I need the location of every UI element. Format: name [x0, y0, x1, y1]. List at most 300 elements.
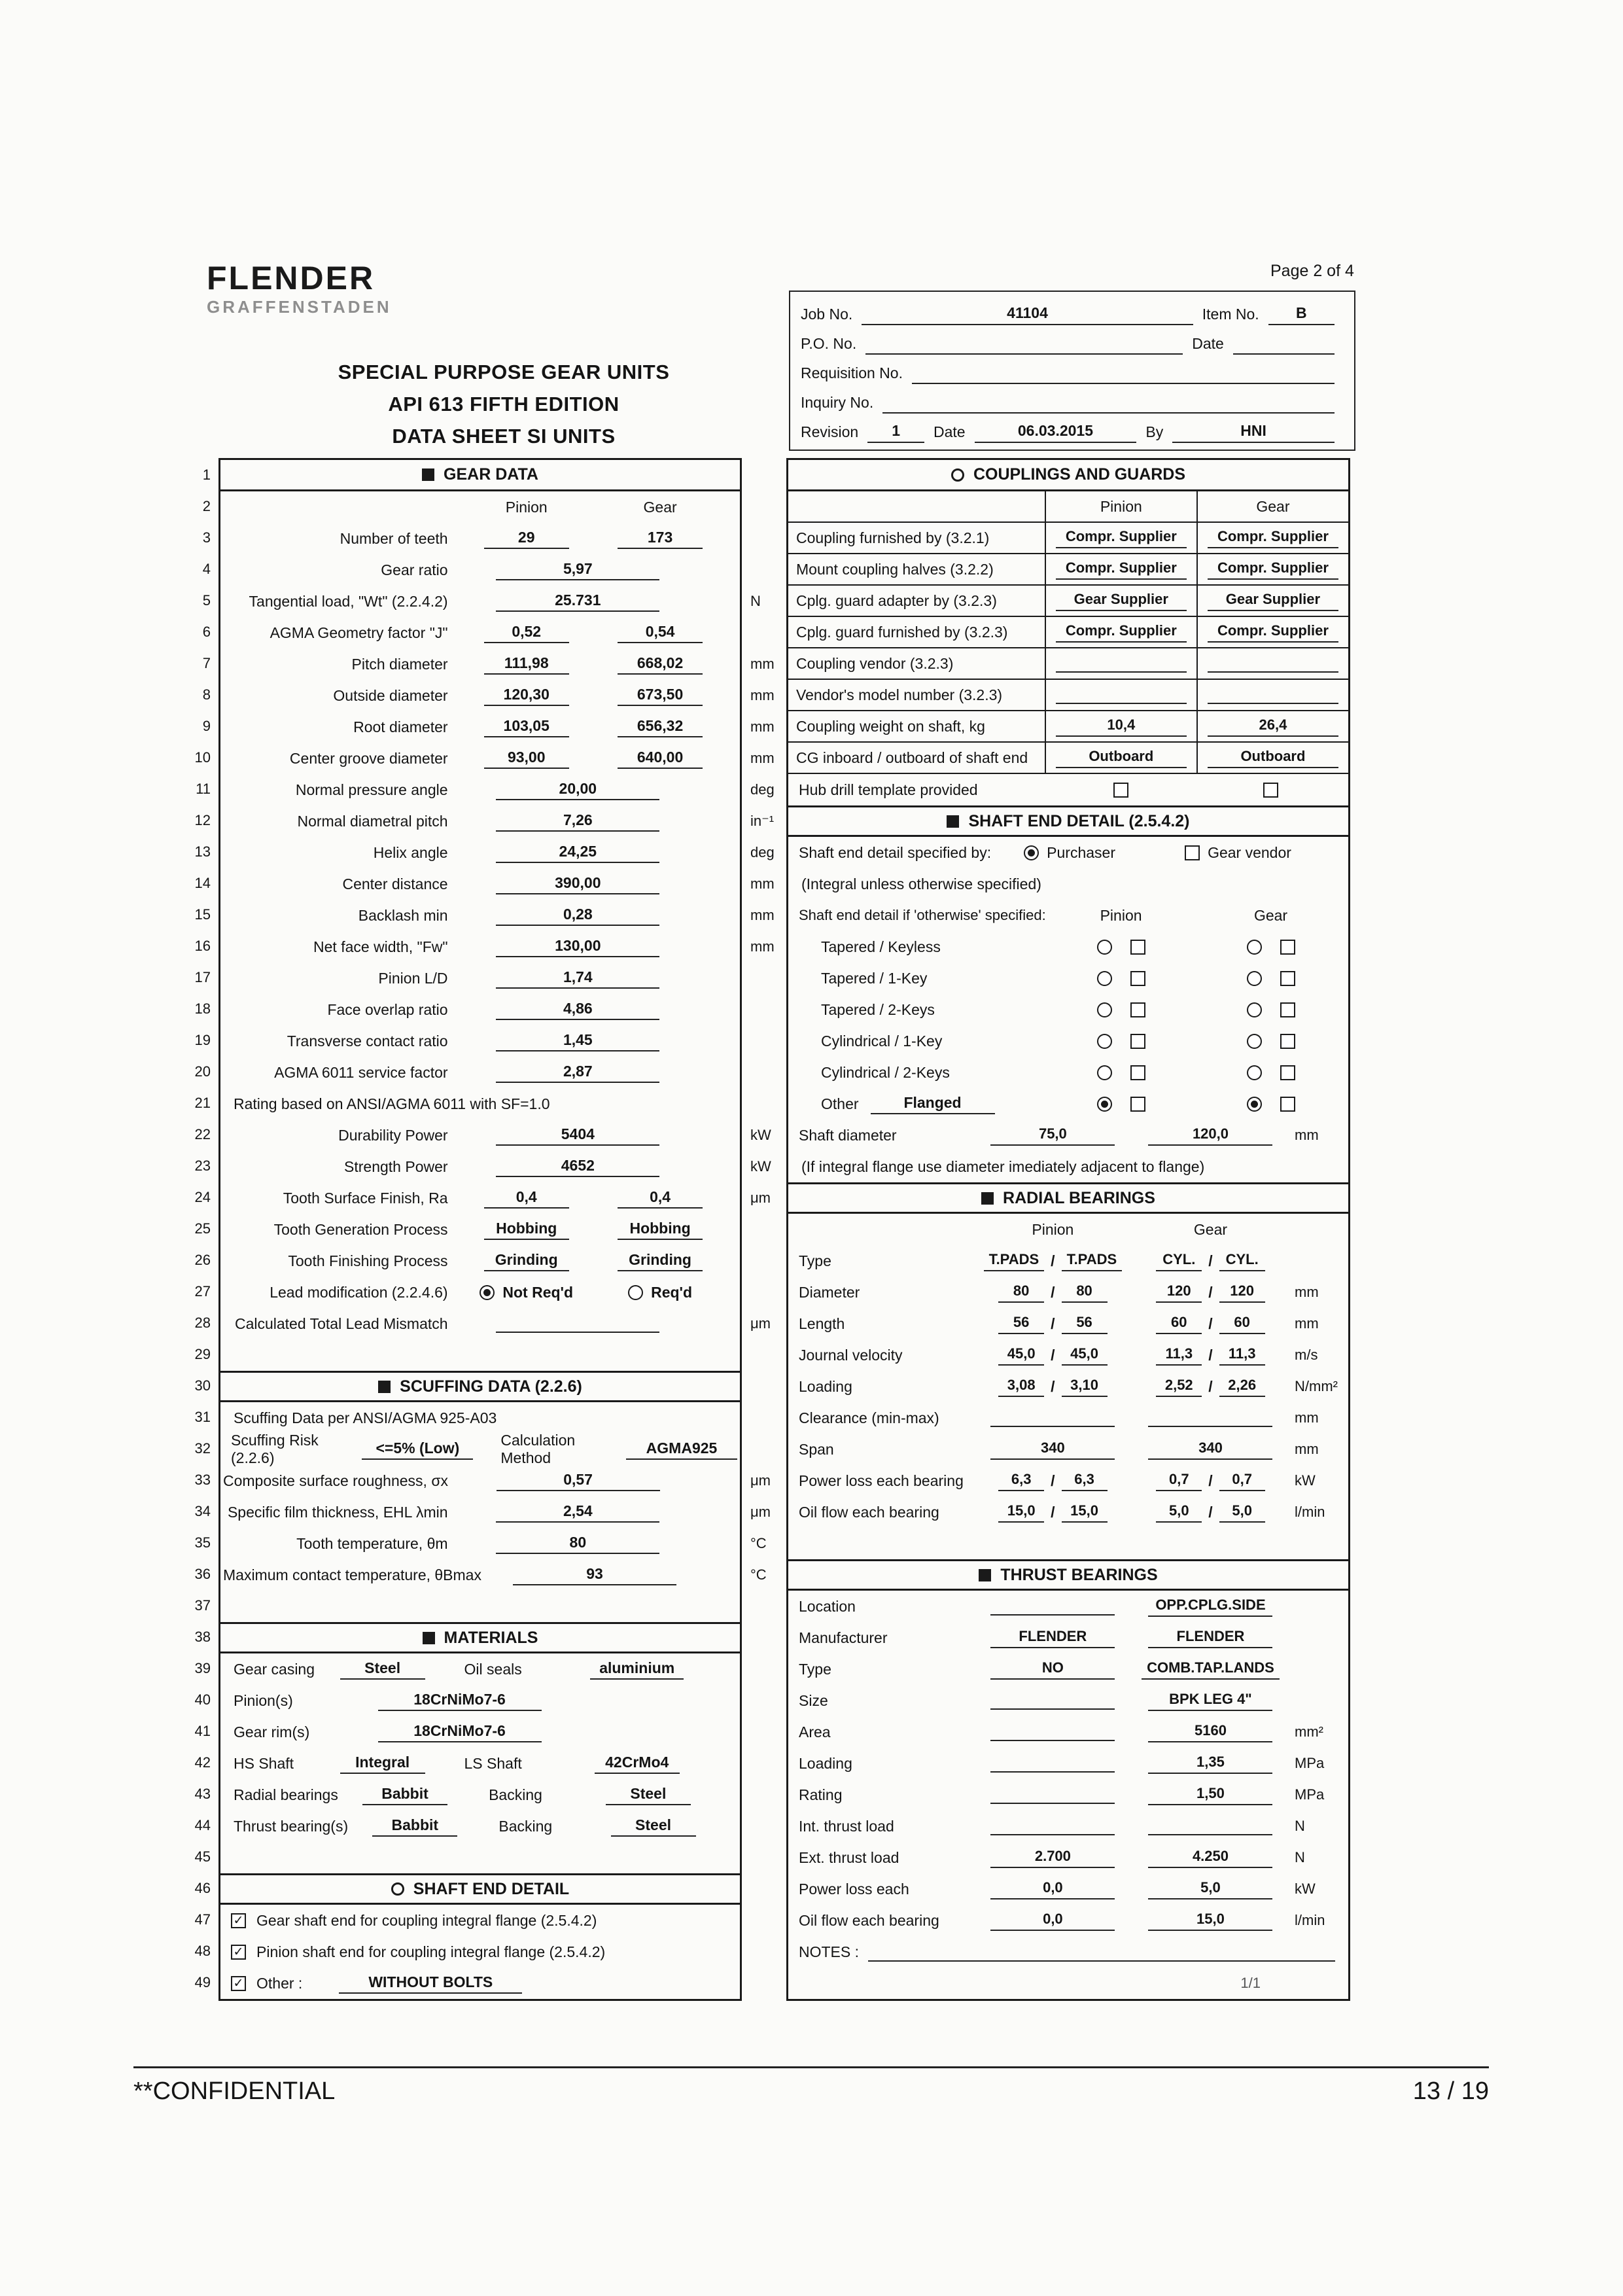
field-label: Pitch diameter [351, 655, 448, 673]
field-label: Length [799, 1315, 845, 1332]
left-row [220, 1088, 740, 1120]
column-header-gear: Gear [1256, 497, 1290, 515]
option-label: Not Req'd [502, 1283, 574, 1301]
field-value: 0,57 [497, 1471, 660, 1491]
left-row [220, 1245, 740, 1277]
pinion-options [1046, 1002, 1196, 1017]
value-cell [1046, 783, 1196, 798]
left-row [220, 491, 740, 523]
value-cell [974, 1817, 1132, 1835]
gear-options [1196, 1002, 1346, 1017]
field-label: AGMA Geometry factor "J" [270, 624, 448, 641]
field-label: Normal diametral pitch [297, 812, 448, 830]
field-label: Center groove diameter [289, 749, 448, 767]
field-value: 4652 [496, 1157, 659, 1177]
radio-icon [1097, 971, 1112, 986]
right-row [788, 1371, 1348, 1402]
radio-icon [1247, 971, 1262, 986]
field-value: NO [990, 1659, 1115, 1680]
value-cell [460, 1502, 697, 1523]
field-label: Vendor's model number (3.2.3) [788, 680, 1046, 710]
field-value: Integral [340, 1754, 425, 1774]
column-header-gear: Gear [643, 498, 677, 516]
field-value: Babbit [372, 1816, 457, 1837]
unit-label: l/min [1295, 1504, 1325, 1520]
row-number: 29 [194, 1346, 211, 1362]
field-label: Requisition No. [801, 364, 903, 381]
field-value: 0,7 [1156, 1471, 1202, 1491]
field-value: 173 [618, 529, 703, 549]
row-number: 1 [202, 467, 211, 483]
unit-label: mm [1295, 1284, 1319, 1300]
value-cell [460, 780, 697, 800]
field-label: CG inboard / outboard of shaft end [788, 743, 1046, 773]
option-label: Req'd [651, 1283, 693, 1301]
checkbox-icon [1280, 940, 1295, 955]
value-cell [536, 1659, 737, 1680]
unit-label: mm [750, 656, 775, 672]
field-label: HS Shaft [234, 1754, 294, 1772]
right-row [788, 523, 1348, 554]
note-text: (Integral unless otherwise specified) [801, 875, 1041, 892]
field-value: T.PADS [984, 1251, 1045, 1271]
unit-label: mm [750, 938, 775, 955]
value-cell [460, 1220, 593, 1240]
left-row [220, 1528, 767, 1559]
right-row [788, 1214, 1348, 1245]
right-row [788, 586, 1348, 617]
unit-label: N [1295, 1849, 1305, 1865]
left-row [220, 1559, 767, 1591]
radio-icon [1097, 1065, 1112, 1080]
value-cell [974, 1754, 1132, 1773]
field-value: Outboard [1208, 748, 1338, 768]
field-label: Coupling furnished by (3.2.1) [788, 523, 1046, 553]
spacer [788, 491, 1046, 521]
value-cell [593, 717, 727, 737]
row-number: 28 [194, 1315, 211, 1331]
column-header-pinion: Pinion [1100, 906, 1142, 924]
left-row [220, 963, 740, 994]
field-value: 24,25 [496, 843, 659, 863]
left-row [220, 1465, 771, 1496]
field-label: Lead modification (2.2.4.6) [270, 1283, 448, 1301]
right-row [788, 1653, 1348, 1685]
slash-separator: / [1208, 1283, 1213, 1301]
field-value [1208, 686, 1338, 704]
field-value: 2.700 [990, 1848, 1115, 1868]
field-value: 656,32 [618, 717, 703, 737]
checkbox-checked-icon: ✓ [231, 1913, 246, 1928]
row-number: 19 [194, 1032, 211, 1048]
filled-square-icon [423, 1632, 435, 1644]
unit-label: mm [1295, 1409, 1319, 1426]
radio-icon [1247, 1065, 1262, 1080]
note-text: (If integral flange use diameter imediately adjacent to flange) [801, 1157, 1205, 1175]
unit-label: MPa [1295, 1755, 1325, 1771]
value-cell [974, 1125, 1132, 1146]
checkbox-label: Pinion shaft end for coupling integral flange (2.5.4.2) [256, 1943, 606, 1960]
field-value: 3,08 [998, 1377, 1044, 1397]
row-number: 23 [194, 1157, 211, 1174]
field-value: 25.731 [496, 592, 659, 612]
value-cell [1198, 523, 1348, 553]
field-value: 80 [1062, 1282, 1108, 1303]
field-value: 7,26 [496, 811, 659, 832]
value-cell [315, 1691, 603, 1711]
title-line-1: SPECIAL PURPOSE GEAR UNITS [338, 361, 670, 383]
field-value: 4,86 [496, 1000, 659, 1020]
right-row [788, 1339, 1348, 1371]
checkbox-checked-icon: ✓ [231, 1945, 246, 1960]
row-number: 7 [202, 655, 211, 671]
unit-label: mm [750, 875, 775, 892]
field-label: Type [799, 1252, 831, 1269]
value-cell [315, 1659, 449, 1680]
section-header [220, 1873, 740, 1905]
field-value [912, 381, 1335, 384]
option-label: Gear vendor [1208, 843, 1291, 861]
row-number: 32 [194, 1440, 211, 1457]
field-label: AGMA 6011 service factor [274, 1063, 448, 1081]
field-label: Specific film thickness, EHL λmin [227, 1503, 448, 1521]
field-label: Span [799, 1440, 834, 1458]
field-value: CYL. [1156, 1251, 1202, 1271]
left-row [220, 994, 740, 1025]
checkbox-icon [1280, 1097, 1295, 1112]
section-header [788, 1559, 1348, 1591]
pinion-values [974, 1377, 1132, 1397]
slash-separator: / [1051, 1283, 1055, 1301]
field-value: B [1268, 304, 1335, 325]
field-label: Root diameter [353, 718, 448, 735]
row-number: 20 [194, 1063, 211, 1080]
section-title: COUPLINGS AND GUARDS [973, 465, 1186, 484]
field-label: NOTES : [799, 1943, 860, 1960]
checkbox-icon [1185, 845, 1200, 860]
field-label: Backing [489, 1786, 542, 1803]
field-label: Shaft diameter [799, 1126, 897, 1144]
row-number: 11 [196, 781, 211, 797]
filled-square-icon [981, 1192, 994, 1205]
radio-dot [1251, 1101, 1258, 1108]
field-value: 340 [990, 1439, 1115, 1460]
gear-values [1132, 1314, 1289, 1334]
pinion-options [1046, 1065, 1196, 1080]
field-value: Compr. Supplier [1208, 528, 1338, 548]
field-value [1056, 686, 1187, 704]
field-value: Steel [611, 1816, 696, 1837]
field-label: Oil seals [464, 1660, 522, 1678]
field-value: 56 [1062, 1314, 1108, 1334]
field-label: Ext. thrust load [799, 1848, 899, 1866]
checkbox-icon [1130, 1034, 1145, 1049]
value-cell [460, 1188, 593, 1209]
value-cell [460, 874, 697, 894]
field-value: 45,0 [998, 1345, 1044, 1366]
row-number: 43 [194, 1786, 211, 1802]
gear-values [1132, 1251, 1289, 1271]
left-row [220, 837, 775, 868]
slash-separator: / [1051, 1503, 1055, 1521]
unit-label: kW [750, 1158, 771, 1174]
pinion-options [1046, 940, 1196, 955]
right-row [788, 1308, 1348, 1339]
value-cell [1198, 617, 1348, 647]
checkbox-icon [1280, 1002, 1295, 1017]
right-row [788, 1936, 1348, 1968]
unit-label: mm [750, 750, 775, 766]
field-label: Oil flow each bearing [799, 1503, 939, 1521]
value-cell [1046, 617, 1198, 647]
field-value: Compr. Supplier [1056, 559, 1187, 580]
logo-flender: FLENDER [207, 260, 375, 296]
gear-values [1132, 1471, 1289, 1491]
left-row [220, 1025, 740, 1057]
field-value: 1,50 [1148, 1785, 1272, 1805]
field-value: 75,0 [990, 1125, 1115, 1146]
right-row [788, 1748, 1348, 1779]
right-row [788, 1245, 1348, 1277]
gear-values [1132, 1282, 1289, 1303]
field-value: OPP.CPLG.SIDE [1148, 1597, 1272, 1617]
left-row [220, 1402, 740, 1434]
value-cell [974, 1691, 1132, 1710]
value-cell [593, 1284, 727, 1301]
field-value [1208, 654, 1338, 673]
field-label: Mount coupling halves (3.2.2) [788, 554, 1046, 584]
field-value: 0,28 [496, 906, 659, 926]
left-row [220, 868, 775, 900]
right-row [788, 1496, 1348, 1528]
section-title: GEAR DATA [444, 465, 538, 484]
unit-label: mm [750, 687, 775, 703]
field-value: <=5% (Low) [362, 1439, 473, 1460]
gear-options [1196, 1065, 1346, 1080]
left-row [220, 1277, 740, 1308]
slash-separator: / [1208, 1503, 1213, 1521]
field-label: Item No. [1202, 306, 1259, 323]
value-cell [460, 1000, 697, 1020]
field-value: Compr. Supplier [1056, 528, 1187, 548]
unit-label: mm [1295, 1315, 1319, 1332]
right-row [788, 1968, 1348, 1999]
row-number: 17 [194, 969, 211, 985]
checkbox-icon [1263, 783, 1278, 798]
checkbox-label: Gear shaft end for coupling integral flange (2.5.4.2) [256, 1911, 597, 1929]
left-row [220, 648, 775, 680]
circle-icon [951, 468, 964, 482]
value-cell [460, 529, 593, 549]
right-row [788, 1905, 1348, 1936]
section-title: SHAFT END DETAIL [413, 1879, 570, 1898]
left-row [220, 1151, 771, 1182]
unit-label: l/min [1295, 1912, 1325, 1928]
value-cell [593, 499, 727, 516]
field-value: 1,74 [496, 968, 659, 989]
field-label: Loading [799, 1754, 852, 1772]
field-value [865, 351, 1183, 355]
gear-values [1132, 1377, 1289, 1397]
value-cell [1132, 1597, 1289, 1617]
value-cell [1046, 711, 1198, 741]
field-value: 5,0 [1156, 1502, 1202, 1523]
field-label: Center distance [342, 875, 448, 892]
field-label: Tapered / 2-Keys [821, 1000, 935, 1018]
field-value: 0,7 [1219, 1471, 1265, 1491]
field-label: Location [799, 1597, 856, 1615]
left-row [220, 1779, 740, 1810]
row-number: 42 [194, 1754, 211, 1771]
unit-label: in⁻¹ [750, 813, 775, 829]
field-label: Face overlap ratio [327, 1000, 448, 1018]
value-cell [974, 1439, 1132, 1460]
value-cell [974, 1597, 1132, 1616]
field-label: Composite surface roughness, σx [223, 1472, 449, 1489]
value-cell [460, 1315, 697, 1333]
left-row [220, 711, 775, 743]
row-number: 4 [202, 561, 211, 577]
field-value: 0,4 [484, 1188, 569, 1209]
value-cell [1198, 586, 1348, 616]
other-shaft-end [791, 1094, 1046, 1114]
left-row [220, 586, 761, 617]
field-value: 673,50 [618, 686, 703, 706]
right-row [788, 837, 1348, 868]
slash-separator: / [1051, 1472, 1055, 1489]
row-number: 6 [202, 624, 211, 640]
checkbox-icon [1130, 940, 1145, 955]
field-label: Power loss each bearing [799, 1472, 964, 1489]
value-cell [460, 1157, 697, 1177]
section-title: THRUST BEARINGS [1000, 1565, 1158, 1584]
field-label: Net face width, "Fw" [313, 938, 448, 955]
row-number: 41 [194, 1723, 211, 1739]
value-cell [460, 499, 593, 516]
left-row [220, 1057, 740, 1088]
value-cell [1046, 523, 1198, 553]
value-cell [1198, 680, 1348, 710]
gear-options [1196, 1034, 1346, 1049]
value-cell [1196, 783, 1346, 798]
value-cell [1198, 648, 1348, 679]
right-row [788, 711, 1348, 743]
page-indicator: Page 2 of 4 [1270, 262, 1354, 280]
right-row [788, 1716, 1348, 1748]
value-cell [460, 623, 593, 643]
pinion-options [1046, 1097, 1196, 1112]
left-row [220, 1685, 740, 1716]
field-value: Steel [340, 1659, 425, 1680]
pinion-options [1046, 1034, 1196, 1049]
field-value: 6,3 [998, 1471, 1044, 1491]
field-value: 111,98 [484, 654, 569, 675]
slash-separator: / [1051, 1315, 1055, 1332]
field-value: AGMA925 [626, 1439, 737, 1460]
field-label: Diameter [799, 1283, 860, 1301]
lead-mod-option [480, 1284, 573, 1301]
job-info-row [801, 325, 1344, 355]
logo-graffenstaden: GRAFFENSTADEN [207, 297, 392, 317]
right-row [788, 900, 1348, 931]
field-value: Compr. Supplier [1208, 622, 1338, 643]
left-row [220, 1653, 740, 1685]
pinion-values [974, 1282, 1132, 1303]
field-value [990, 1723, 1115, 1741]
field-label: Gear casing [234, 1660, 315, 1678]
right-row [788, 1402, 1348, 1434]
row-number: 18 [194, 1000, 211, 1017]
slash-separator: / [1208, 1252, 1213, 1269]
radio-icon [1097, 940, 1112, 955]
right-row [788, 774, 1348, 805]
unit-label: kW [1295, 1881, 1316, 1897]
row-number: 10 [194, 749, 211, 766]
value-cell [460, 937, 697, 957]
field-label: Other [821, 1095, 859, 1112]
field-label: Shaft end detail if 'otherwise' specified: [799, 907, 1046, 923]
row-number: 46 [194, 1880, 211, 1896]
value-cell [460, 906, 697, 926]
slash-separator: / [1208, 1472, 1213, 1489]
radio-dot [1101, 1101, 1108, 1108]
row-number: 31 [194, 1409, 211, 1425]
field-value: 0,54 [618, 623, 703, 643]
right-row [788, 1622, 1348, 1653]
row-number: 27 [194, 1283, 211, 1299]
gear-values [1132, 1502, 1289, 1523]
field-value: 1,45 [496, 1031, 659, 1051]
value-cell [1046, 554, 1198, 584]
value-cell [1196, 907, 1346, 925]
left-row [220, 900, 775, 931]
right-row [788, 743, 1348, 774]
value-cell [1132, 1221, 1289, 1239]
value-cell [593, 1251, 727, 1271]
field-value: 340 [1148, 1439, 1272, 1460]
field-label: Cplg. guard adapter by (3.2.3) [788, 586, 1046, 616]
field-value: 103,05 [484, 717, 569, 737]
field-label: P.O. No. [801, 335, 857, 352]
value-cell [460, 686, 593, 706]
value-cell [974, 1659, 1132, 1680]
field-value: Hobbing [484, 1220, 569, 1240]
section-header [788, 460, 1348, 491]
right-row [788, 680, 1348, 711]
field-label: By [1145, 423, 1164, 440]
unit-label: mm [750, 907, 775, 923]
row-number: 8 [202, 686, 211, 703]
field-label: Size [799, 1691, 828, 1709]
field-label: Date [1192, 335, 1224, 352]
field-label: Date [933, 423, 966, 440]
row-number: 35 [194, 1534, 211, 1551]
value-cell [1132, 1722, 1289, 1742]
field-label: Transverse contact ratio [287, 1032, 448, 1050]
field-value: 06.03.2015 [975, 422, 1137, 443]
filled-square-icon [979, 1569, 991, 1581]
value-cell [1132, 1659, 1289, 1680]
unit-label: μm [750, 1190, 771, 1206]
job-info-row [801, 384, 1344, 414]
field-label: Tapered / 1-Key [821, 969, 928, 987]
field-value [990, 1597, 1115, 1616]
field-value: 120,0 [1148, 1125, 1272, 1146]
left-row [220, 617, 740, 648]
value-cell [1132, 1848, 1289, 1868]
field-label: Coupling vendor (3.2.3) [788, 648, 1046, 679]
row-number: 15 [194, 906, 211, 923]
